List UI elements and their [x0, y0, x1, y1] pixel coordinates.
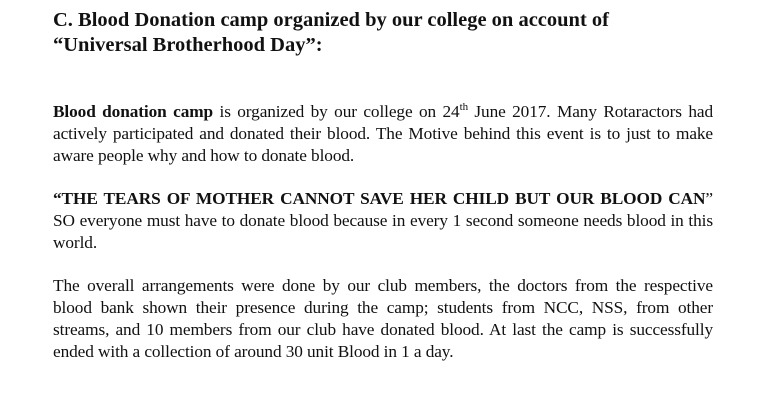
section-heading [53, 8, 713, 58]
arrangements-text: The overall arrangements were done by our club members, the doctors from the respective blood bank shown their presence during the camp; students from NCC, NSS, from other streams, and 10 members from our club have donated blood. At last the camp is successfully ended with a collection of around 30 unit Blood in 1 a day. [53, 276, 713, 361]
intro-text-before-date: is organized by our college on 24 [213, 102, 460, 121]
slogan-followup-text: ” SO everyone must have to donate blood because in every 1 second someone needs blood in this world. [53, 189, 713, 252]
paragraph-camp-intro [53, 101, 713, 167]
slogan-text: THE TEARS OF MOTHER CANNOT SAVE HER CHILD BUT OUR BLOOD CAN [61, 189, 706, 208]
slogan-open-quote: “ [53, 189, 62, 208]
document-page [53, 8, 713, 363]
paragraph-slogan [53, 188, 713, 254]
heading-line-2: “Universal Brotherhood Day”: [53, 34, 323, 56]
date-ordinal-suffix: th [459, 101, 468, 113]
bold-lead-text: Blood donation camp [53, 102, 214, 121]
heading-line-1: C. Blood Donation camp organized by our college on account of [53, 9, 609, 31]
intro-text-after-date: June 2017. Many Rotaractors had actively participated and donated their blood. The Motive behind this event is to just to make aware people why and how to donate blood. [53, 102, 713, 165]
paragraph-arrangements [53, 275, 713, 363]
